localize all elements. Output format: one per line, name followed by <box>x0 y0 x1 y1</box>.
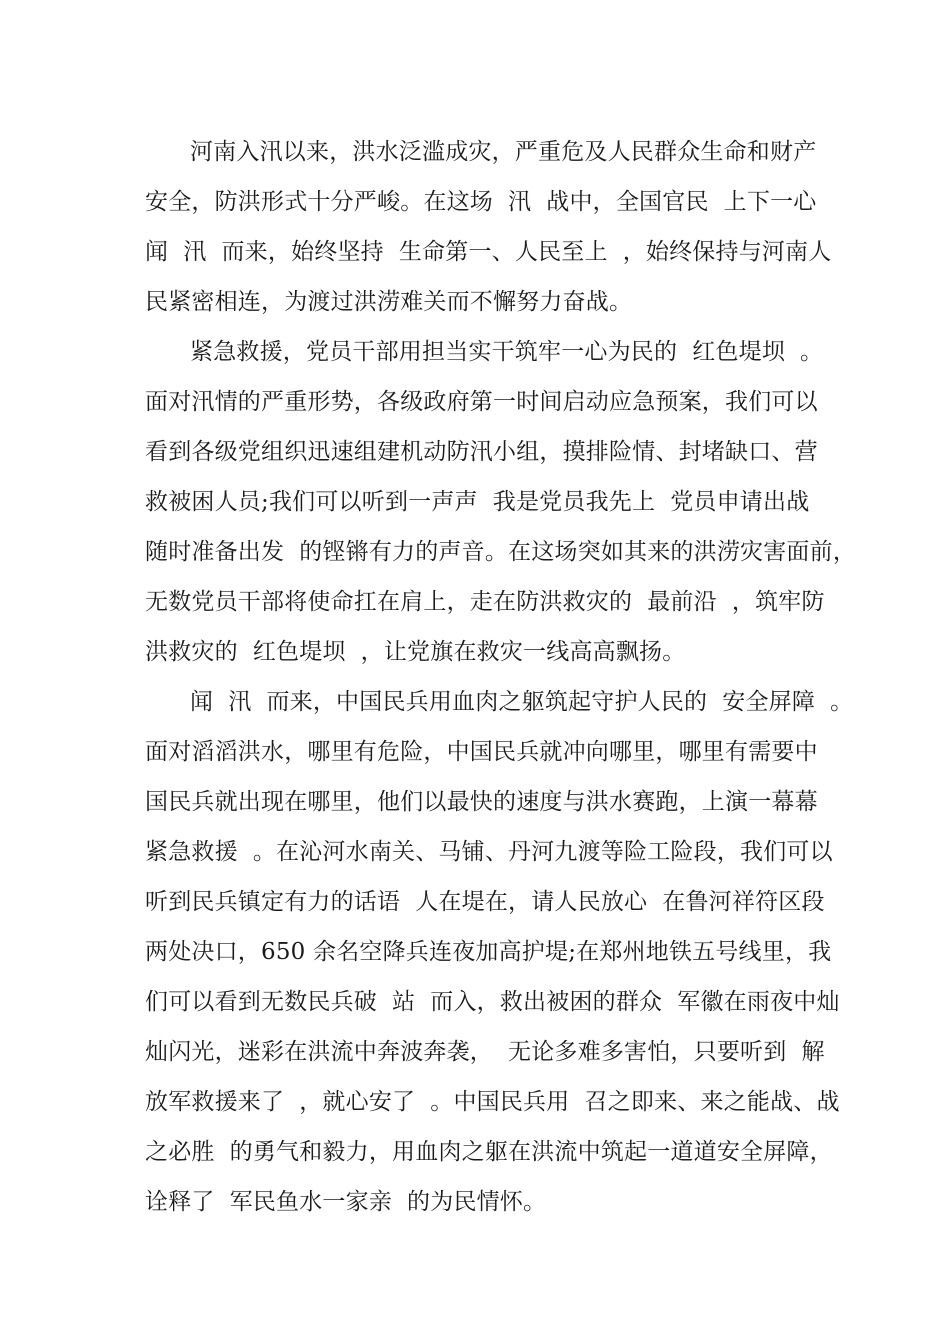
text-line: 闻 汛 而来，始终坚持 生命第一、人民至上 ，始终保持与河南人 <box>145 239 832 265</box>
text-line: 放军救援来了 ，就心安了 。中国民兵用 召之即来、来之能战、战 <box>145 1089 840 1115</box>
text-line: 诠释了 军民鱼水一家亲 的为民情怀。 <box>145 1189 547 1215</box>
text-line: 灿闪光，迷彩在洪流中奔波奔袭， 无论多难多害怕，只要听到 解 <box>145 1039 825 1065</box>
text-line: 随时准备出发 的铿锵有力的声音。在这场突如其来的洪涝灾害面前， <box>145 539 857 565</box>
text-line: 面对汛情的严重形势，各级政府第一时间启动应急预案，我们可以 <box>145 389 818 415</box>
text-line: 看到各级党组织迅速组建机动防汛小组，摸排险情、封堵缺口、营 <box>145 439 818 465</box>
text-line: 救被困人员;我们可以听到一声声 我是党员我先上 党员申请出战 <box>145 489 810 515</box>
text-line: 两处决口，650 余名空降兵连夜加高护堤;在郑州地铁五号线里，我 <box>145 939 832 965</box>
text-line: 之必胜 的勇气和毅力，用血肉之躯在洪流中筑起一道道安全屏障， <box>145 1139 833 1165</box>
text-line: 无数党员干部将使命扛在肩上，走在防洪救灾的 最前沿 ，筑牢防 <box>145 589 825 615</box>
text-line: 闻 汛 而来，中国民兵用血肉之躯筑起守护人民的 安全屏障 。 <box>190 689 854 715</box>
text-line: 洪救灾的 红色堤坝 ，让党旗在救灾一线高高飘扬。 <box>145 639 686 665</box>
text-line: 听到民兵镇定有力的话语 人在堤在，请人民放心 在鲁河祥符区段 <box>145 889 825 915</box>
text-line: 民紧密相连，为渡过洪涝难关而不懈努力奋战。 <box>145 289 633 315</box>
text-line: 紧急救援，党员干部用担当实干筑牢一心为民的 红色堤坝 。 <box>190 339 824 365</box>
text-line: 安全，防洪形式十分严峻。在这场 汛 战中，全国官民 上下一心 <box>145 189 817 215</box>
text-line: 紧急救援 。在沁河水南关、马铺、丹河九渡等险工险段，我们可以 <box>145 839 833 865</box>
text-line: 国民兵就出现在哪里，他们以最快的速度与洪水赛跑，上演一幕幕 <box>145 789 818 815</box>
text-line: 河南入汛以来，洪水泛滥成灾，严重危及人民群众生命和财产 <box>190 139 817 165</box>
text-line: 面对滔滔洪水，哪里有危险，中国民兵就冲向哪里，哪里有需要中 <box>145 739 818 765</box>
text-line: 们可以看到无数民兵破 站 而入，救出被困的群众 军徽在雨夜中灿 <box>145 989 840 1015</box>
